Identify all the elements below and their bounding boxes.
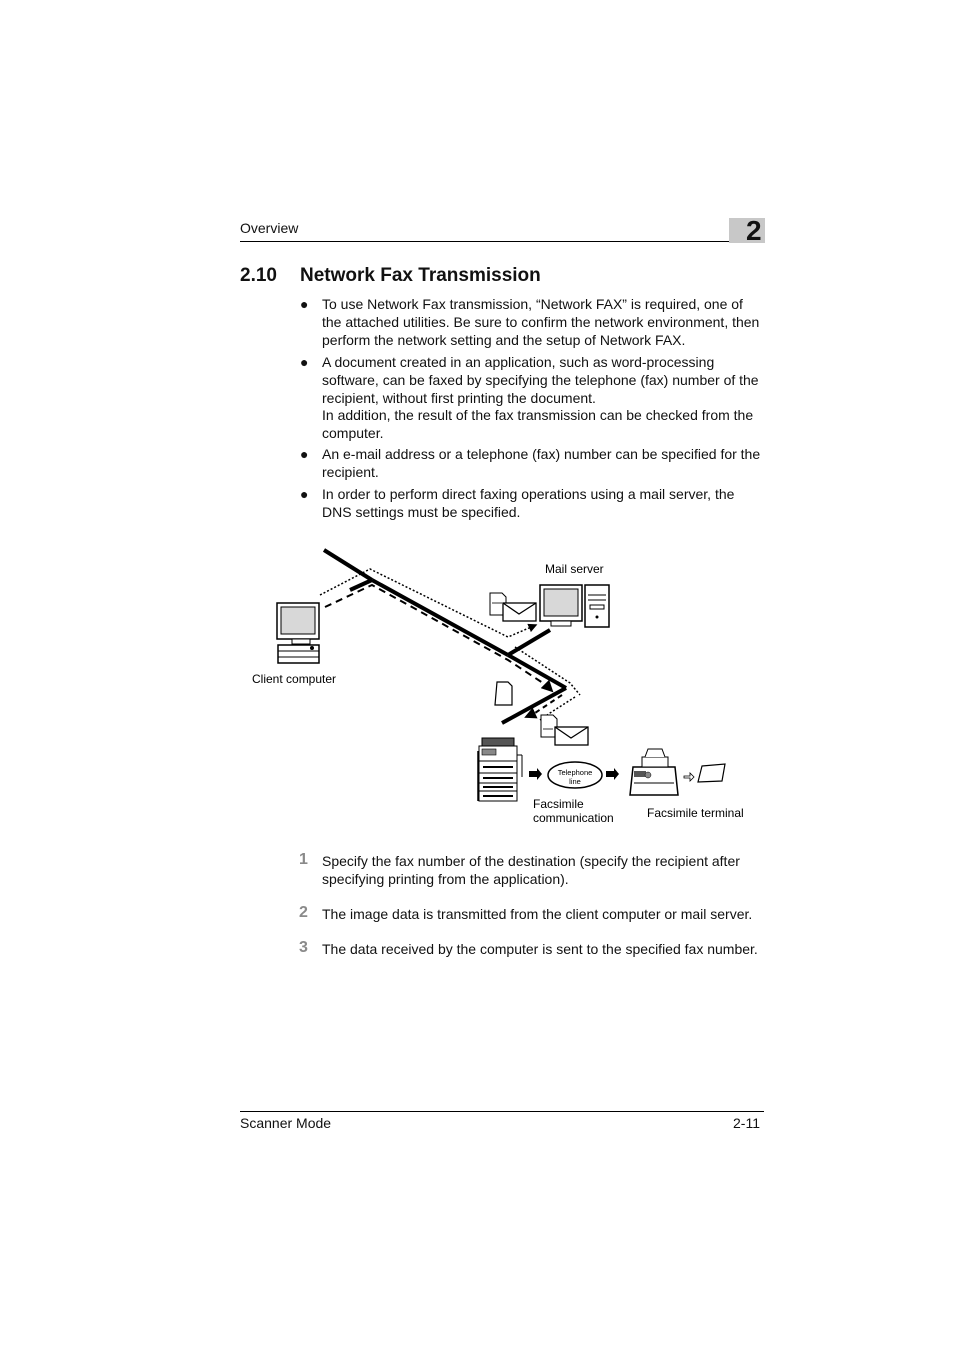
bullet-paragraph: To use Network Fax transmission, “Network FAX” is required, one of the attached utilities. Be sure to confirm the network environment, then perform the network setting and the setup of Network FAX.: [322, 296, 760, 348]
chapter-number: 2: [746, 215, 762, 246]
footer-mode-label: Scanner Mode: [240, 1115, 332, 1131]
step-text: Specify the fax number of the destination (specify the recipient after specifying printing from the application).: [322, 853, 740, 887]
small-arrow-icon: [684, 773, 694, 781]
network-lines: [324, 550, 566, 723]
envelope-icon: [555, 727, 588, 745]
bullet-item: [322, 446, 764, 482]
fax-machine-icon: [630, 749, 678, 795]
bullet-item: [322, 296, 764, 349]
header-section-label: Overview: [240, 220, 299, 236]
step-number: 1: [299, 851, 308, 868]
section-title: Network Fax Transmission: [300, 265, 541, 286]
step-text: The image data is transmitted from the client computer or mail server.: [322, 906, 753, 922]
bullet-paragraph: An e-mail address or a telephone (fax) number can be specified for the recipient.: [322, 446, 761, 480]
footer-rule: [240, 1111, 764, 1112]
envelope-icon: [503, 603, 536, 621]
copier-icon: [478, 738, 522, 801]
page-number: 2-11: [733, 1115, 760, 1131]
bullet-item: [322, 354, 764, 443]
bullet-paragraph: In addition, the result of the fax transmission can be checked from the computer.: [322, 407, 754, 442]
client-computer-label: Client computer: [252, 672, 337, 686]
step-number: 2: [299, 904, 308, 921]
bullet-dot: ●: [300, 446, 309, 462]
telephone-line-label: Telephone: [557, 768, 593, 777]
section-number: 2.10: [240, 265, 277, 286]
facsimile-terminal-label: Facsimile terminal: [647, 806, 744, 820]
network-fax-diagram: [250, 545, 770, 835]
bullet-dot: ●: [300, 296, 309, 312]
step-number: 3: [299, 939, 308, 956]
telephone-line-label: line: [569, 777, 581, 786]
bullet-dot: ●: [300, 354, 309, 370]
facsimile-communication-label: communication: [533, 811, 614, 825]
document-icon: [495, 682, 512, 705]
step-text: The data received by the computer is sent to the specified fax number.: [322, 941, 758, 957]
bullet-paragraph: In order to perform direct faxing operations using a mail server, the DNS settings must be specified.: [322, 486, 735, 520]
header-rule: [240, 241, 764, 242]
paper-output-icon: [698, 764, 725, 782]
facsimile-communication-label: Facsimile: [533, 797, 584, 811]
mail-server-label: Mail server: [545, 562, 604, 576]
bullet-item: [322, 486, 764, 522]
bullet-paragraph: A document created in an application, such as word-processing software, can be faxed by specifying the telephone (fax) number of the recipient, without first printing the document.: [322, 354, 759, 406]
bullet-dot: ●: [300, 486, 309, 502]
mail-server-icon: [540, 585, 609, 627]
client-computer-icon: [277, 603, 319, 663]
